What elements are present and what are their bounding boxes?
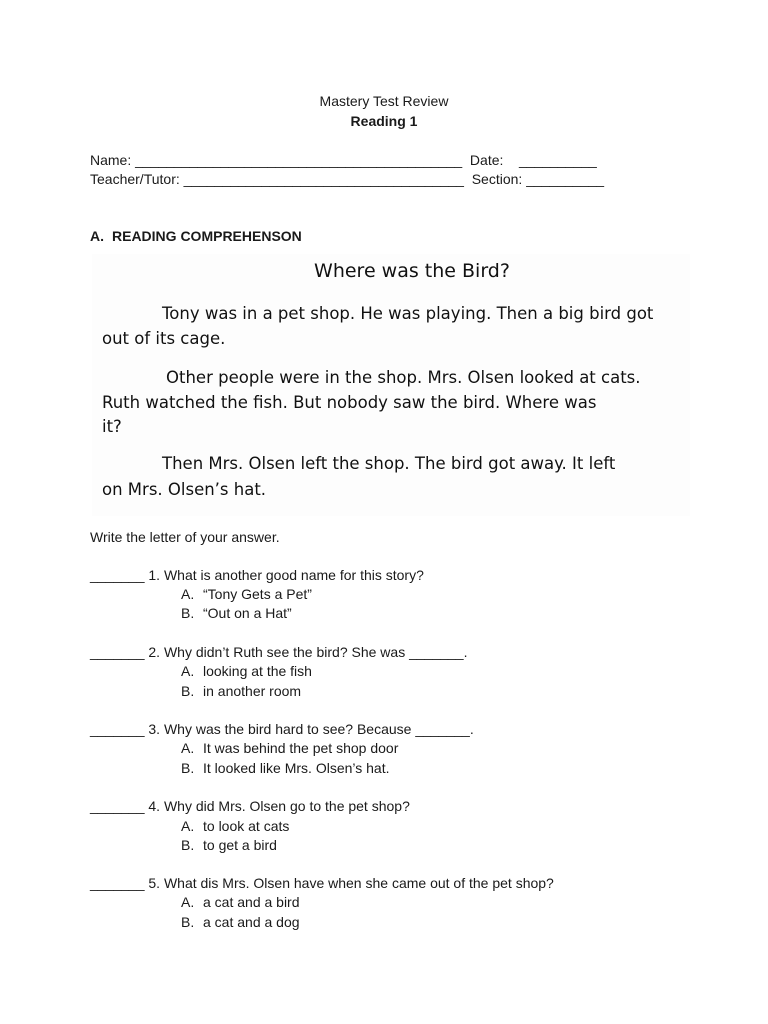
option-letter: A. bbox=[181, 586, 195, 602]
option-letter: B. bbox=[181, 914, 195, 930]
option-text: in another room bbox=[203, 683, 302, 699]
option-letter: A. bbox=[181, 740, 195, 756]
option-text: to look at cats bbox=[203, 818, 290, 834]
option-letter: B. bbox=[181, 605, 195, 621]
question-2-option-b bbox=[181, 683, 301, 699]
question-2: _______ 2. Why didn’t Ruth see the bird? She was _______. bbox=[90, 644, 468, 660]
passage-line: Then Mrs. Olsen left the shop. The bird got away. It left bbox=[162, 454, 616, 473]
question-1: _______ 1. What is another good name for this story? bbox=[90, 567, 424, 583]
option-letter: B. bbox=[181, 683, 195, 699]
question-4: _______ 4. Why did Mrs. Olsen go to the pet shop? bbox=[90, 798, 410, 814]
name-date-line: Name: __________________________________________ Date: __________ bbox=[90, 152, 597, 168]
question-5-option-a bbox=[181, 894, 300, 910]
question-1-option-a bbox=[181, 586, 312, 602]
section-a-heading bbox=[90, 228, 302, 244]
passage-line: Ruth watched the fish. But nobody saw the bird. Where was bbox=[102, 393, 597, 412]
question-3-option-a bbox=[181, 740, 398, 756]
question-3: _______ 3. Why was the bird hard to see? Because _______. bbox=[90, 721, 474, 737]
question-5: _______ 5. What dis Mrs. Olsen have when she came out of the pet shop? bbox=[90, 875, 554, 891]
option-letter: B. bbox=[181, 837, 195, 853]
section-a-letter: A. bbox=[90, 228, 104, 244]
question-4-option-a bbox=[181, 818, 289, 834]
passage-title: Where was the Bird? bbox=[314, 260, 510, 282]
passage-line: on Mrs. Olsen’s hat. bbox=[102, 480, 267, 499]
question-5-option-b bbox=[181, 914, 300, 930]
question-2-option-a bbox=[181, 663, 312, 679]
option-text: a cat and a bird bbox=[203, 894, 300, 910]
passage-line: out of its cage. bbox=[102, 329, 226, 348]
passage-line: Other people were in the shop. Mrs. Olsen looked at cats. bbox=[166, 368, 641, 387]
passage-line: Tony was in a pet shop. He was playing. Then a big bird got bbox=[162, 304, 654, 323]
option-letter: A. bbox=[181, 894, 195, 910]
section-a-title: READING COMPREHENSON bbox=[112, 228, 302, 244]
option-text: It was behind the pet shop door bbox=[203, 740, 399, 756]
page-title: Mastery Test Review bbox=[319, 93, 449, 109]
option-letter: A. bbox=[181, 663, 195, 679]
question-1-option-b bbox=[181, 605, 292, 621]
option-text: a cat and a dog bbox=[203, 914, 300, 930]
instructions: Write the letter of your answer. bbox=[90, 529, 280, 545]
option-text: “Tony Gets a Pet” bbox=[203, 586, 312, 602]
option-text: It looked like Mrs. Olsen’s hat. bbox=[203, 760, 390, 776]
teacher-section-line: Teacher/Tutor: ____________________________________ Section: __________ bbox=[90, 171, 605, 187]
question-3-option-b bbox=[181, 760, 389, 776]
passage-line: it? bbox=[102, 417, 122, 436]
option-letter: A. bbox=[181, 818, 195, 834]
question-4-option-b bbox=[181, 837, 277, 853]
option-text: “Out on a Hat” bbox=[203, 605, 292, 621]
page-subtitle: Reading 1 bbox=[350, 113, 418, 129]
option-text: to get a bird bbox=[203, 837, 277, 853]
option-letter: B. bbox=[181, 760, 195, 776]
reading-passage bbox=[92, 254, 690, 516]
option-text: looking at the fish bbox=[203, 663, 312, 679]
